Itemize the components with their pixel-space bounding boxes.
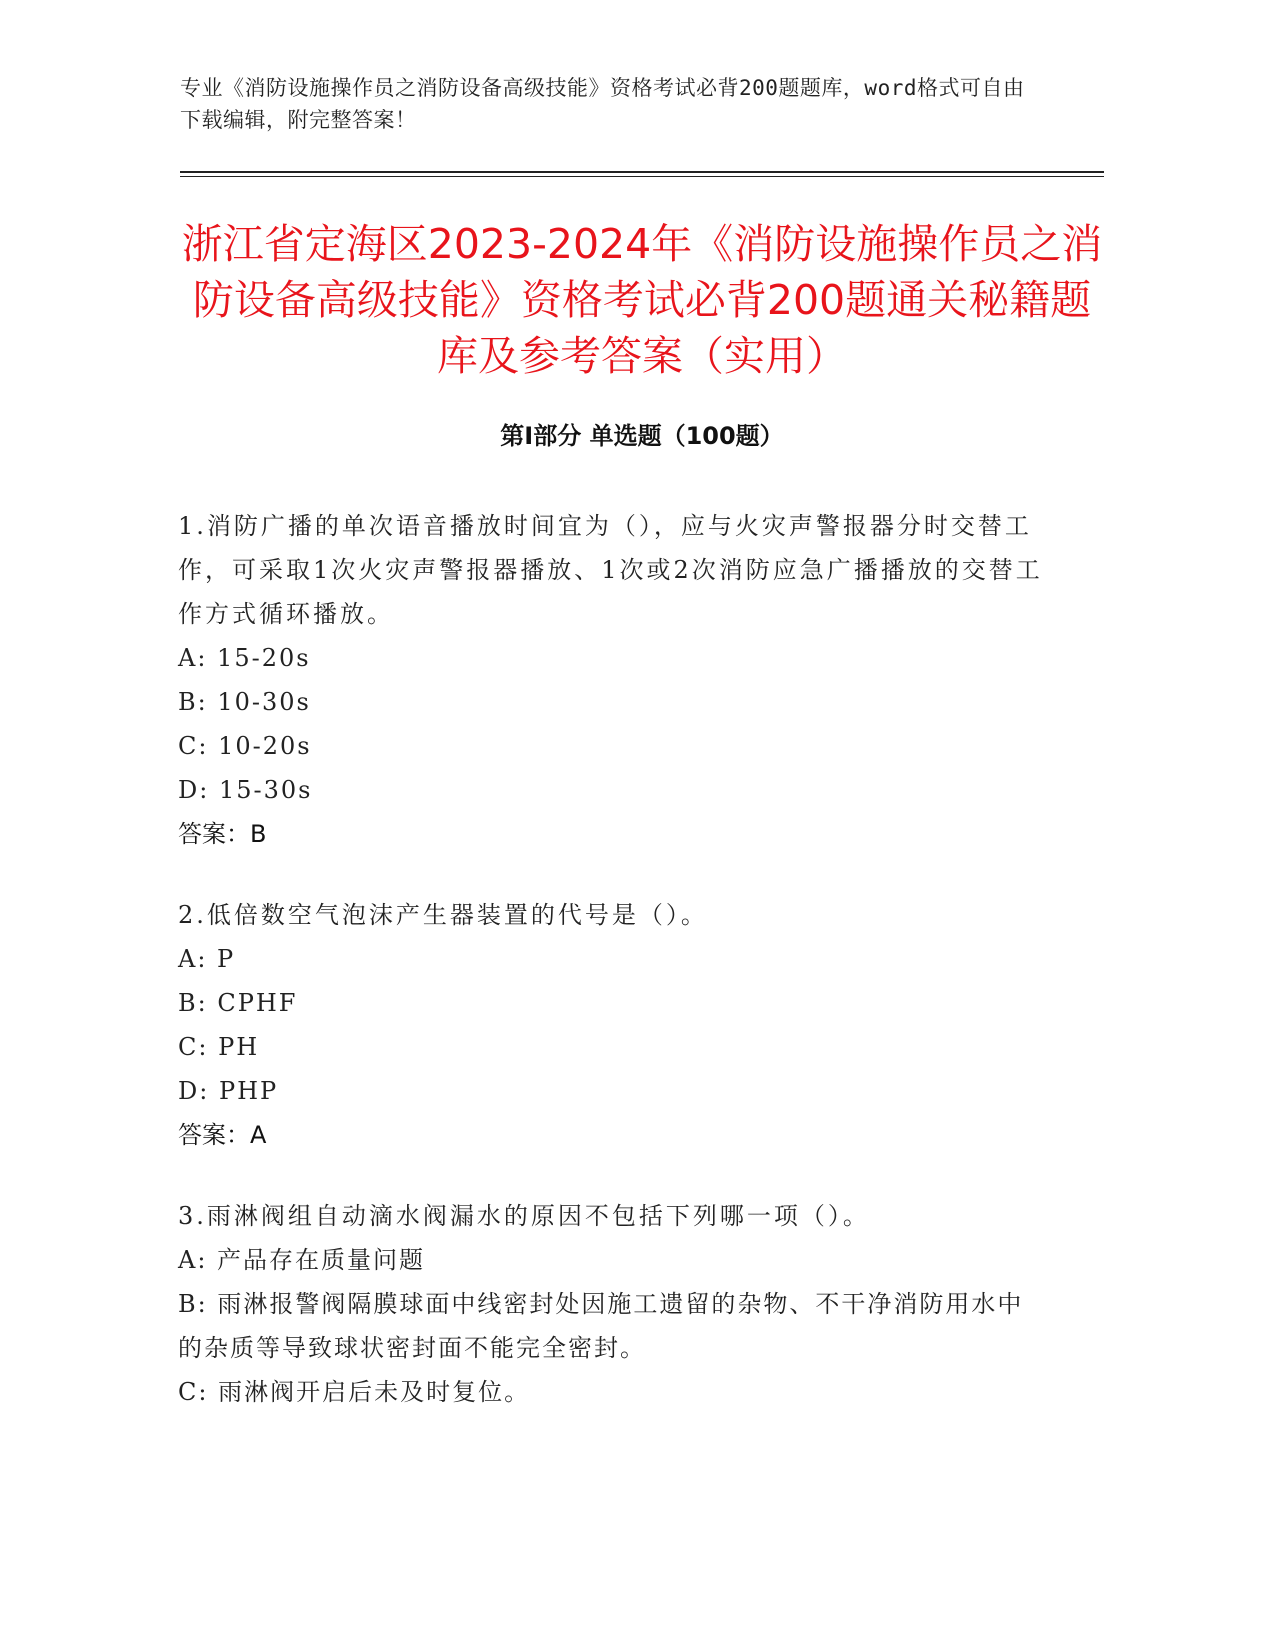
question-3 xyxy=(178,1194,1048,1414)
option-d: D: PHP xyxy=(178,1077,279,1105)
option-b: B: CPHF xyxy=(178,989,298,1017)
question-1 xyxy=(178,504,1048,856)
answer-label: 答案：B xyxy=(178,820,267,848)
option-b: B: 雨淋报警阀隔膜球面中线密封处因施工遗留的杂物、不干净消防用水中的杂质等导致球状密封面不能完全密封。 xyxy=(178,1290,1024,1362)
question-list xyxy=(178,504,1048,1451)
header-divider-thick xyxy=(180,171,1104,173)
option-a: A: P xyxy=(178,945,236,973)
question-stem: 1.消防广播的单次语音播放时间宜为（），应与火灾声警报器分时交替工作，可采取1次火灾声警报器播放、1次或2次消防应急广播播放的交替工作方式循环播放。 xyxy=(178,512,1043,628)
option-d: D: 15-30s xyxy=(178,776,313,804)
question-stem: 2.低倍数空气泡沫产生器装置的代号是（）。 xyxy=(178,901,708,929)
option-c: C: 雨淋阀开启后未及时复位。 xyxy=(178,1378,531,1406)
document-title: 浙江省定海区2023-2024年《消防设施操作员之消防设备高级技能》资格考试必背200题通关秘籍题库及参考答案（实用） xyxy=(181,220,1103,380)
option-c: C: 10-20s xyxy=(178,732,312,760)
option-b: B: 10-30s xyxy=(178,688,311,716)
question-2 xyxy=(178,893,1048,1157)
header-divider-thin xyxy=(180,176,1104,177)
question-stem: 3.雨淋阀组自动滴水阀漏水的原因不包括下列哪一项（）。 xyxy=(178,1202,870,1230)
option-a: A: 产品存在质量问题 xyxy=(178,1246,426,1274)
option-c: C: PH xyxy=(178,1033,260,1061)
header-note: 专业《消防设施操作员之消防设备高级技能》资格考试必背200题题库，word格式可自由下载编辑，附完整答案！ xyxy=(180,76,1025,132)
section-title: 第I部分 单选题（100题） xyxy=(500,422,784,450)
option-a: A: 15-20s xyxy=(178,644,311,672)
answer-label: 答案：A xyxy=(178,1121,267,1149)
